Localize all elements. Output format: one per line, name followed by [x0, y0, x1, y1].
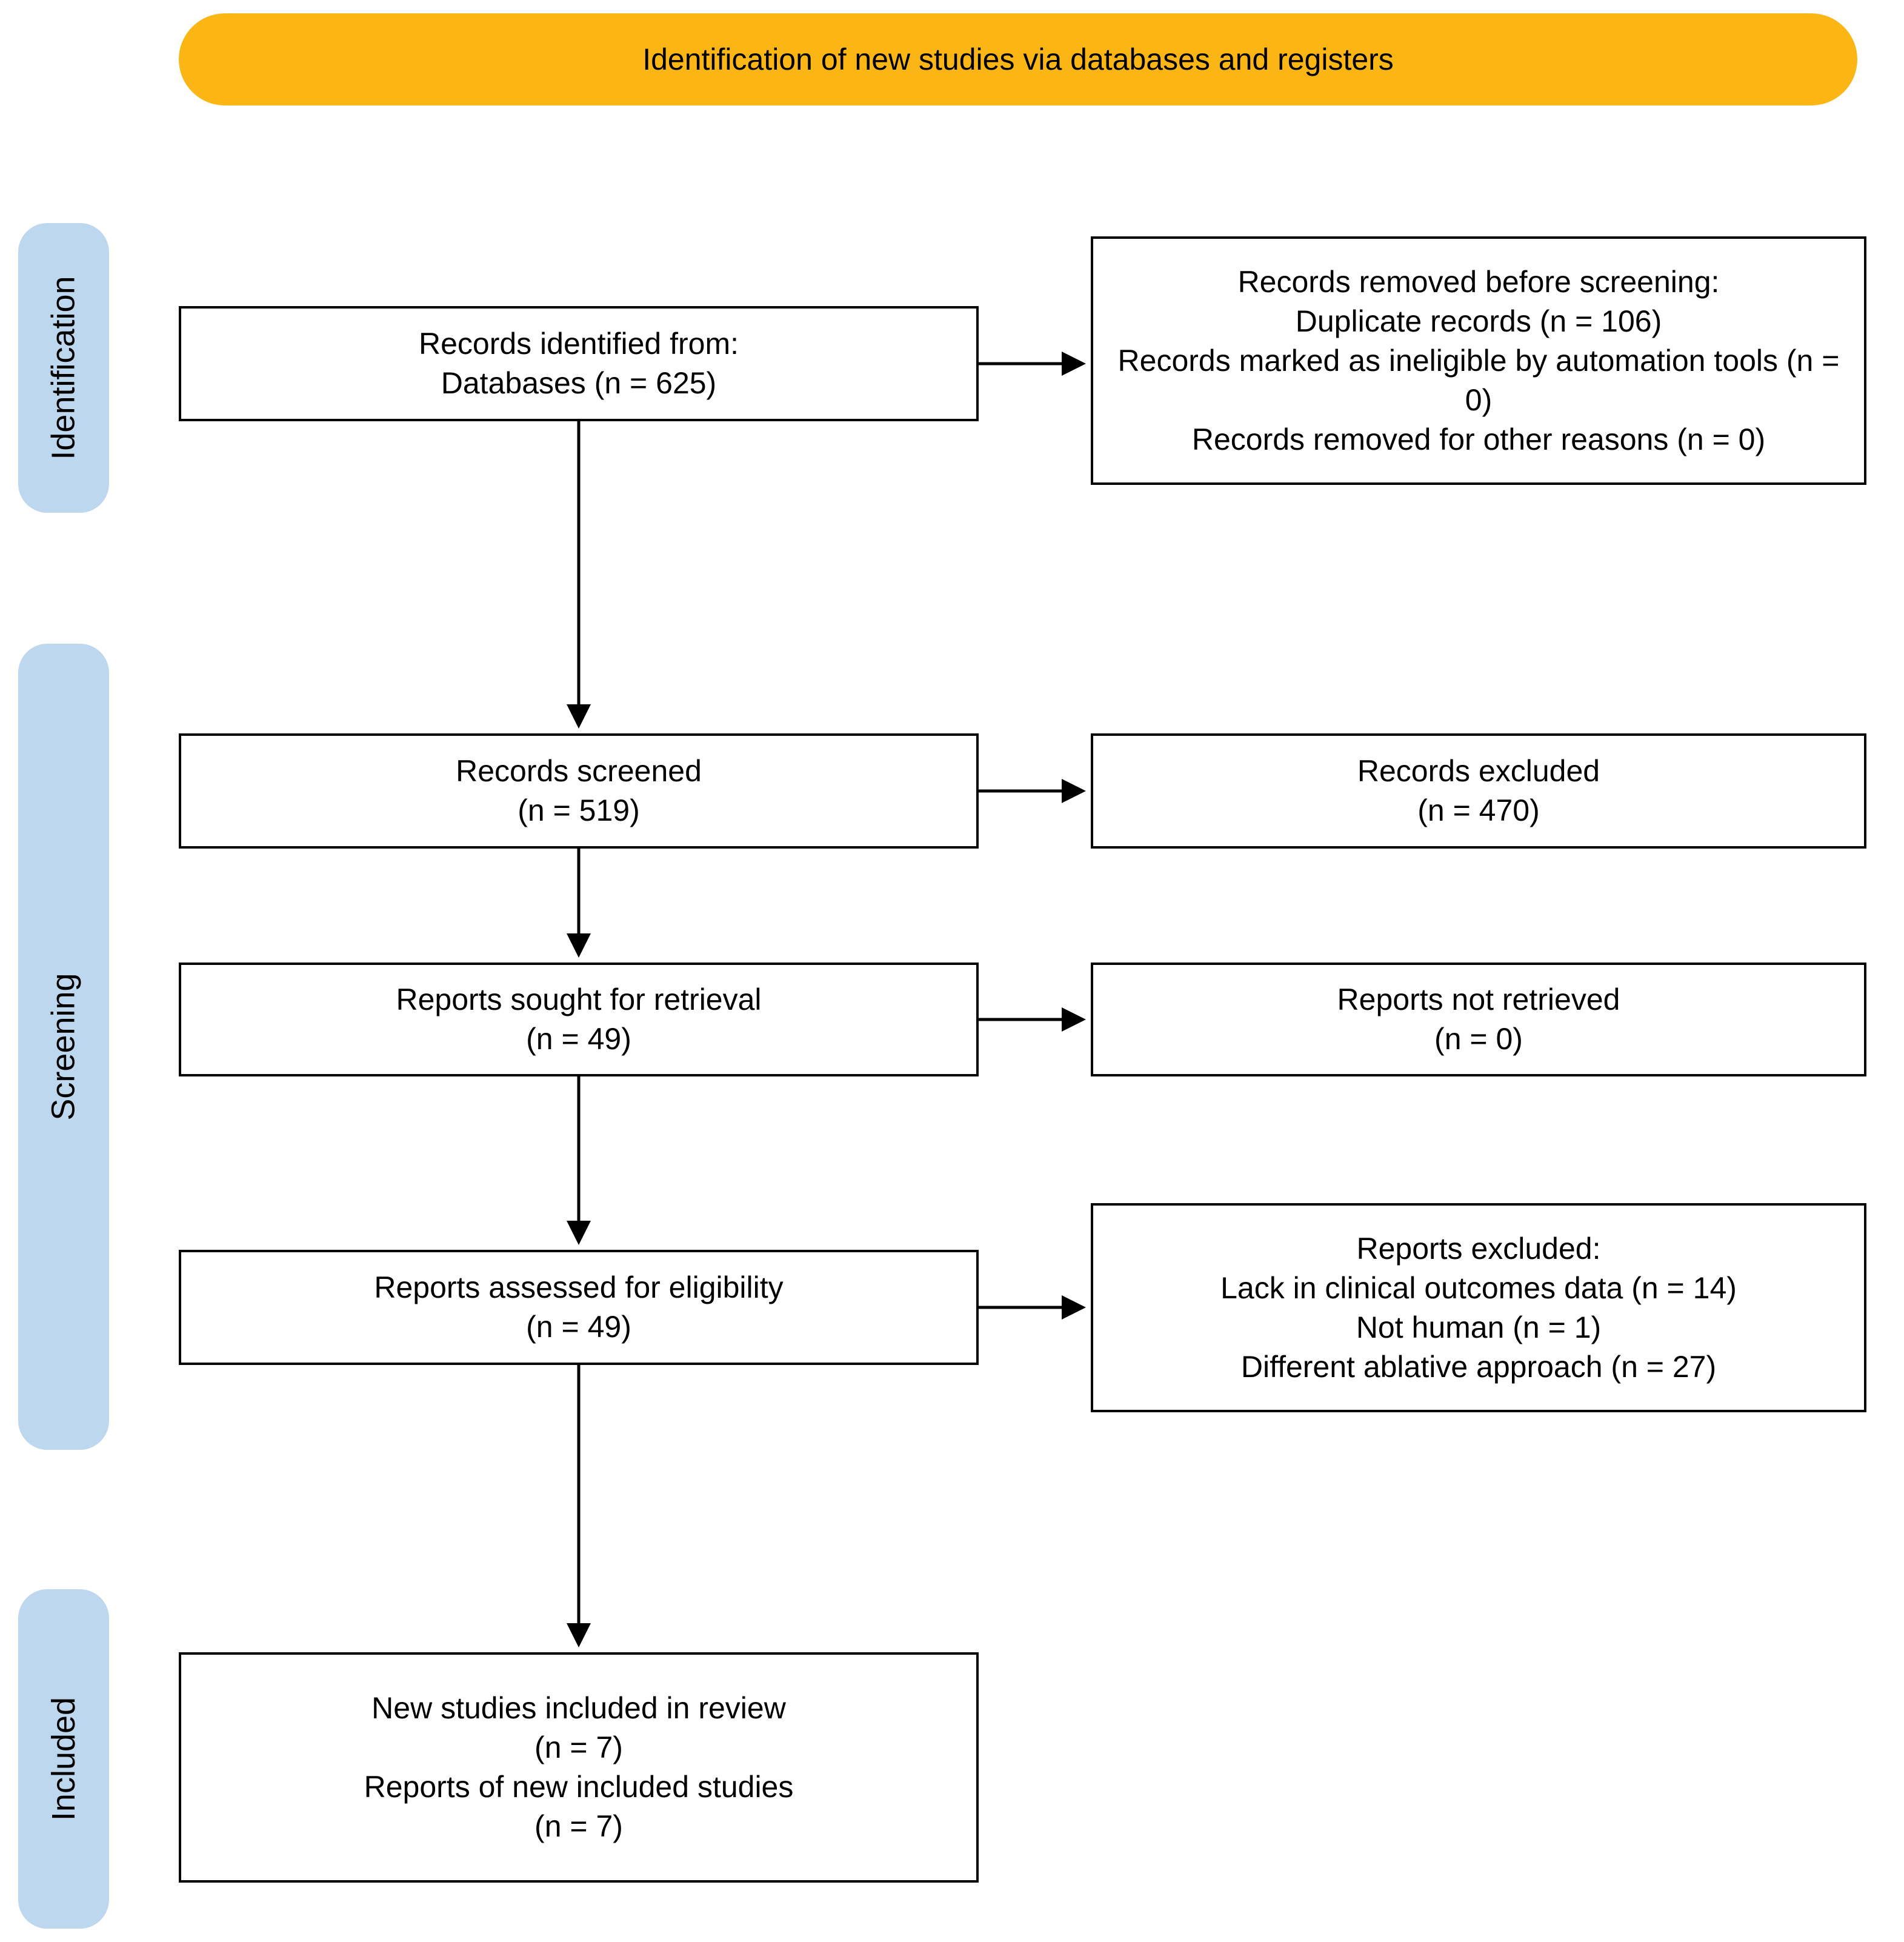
stage-label-identification-text: Identification — [45, 276, 82, 460]
box-reports-excluded-line-4: Different ablative approach (n = 27) — [1240, 1349, 1717, 1384]
stage-label-screening-text: Screening — [45, 973, 82, 1121]
box-records-identified-line-2: Databases (n = 625) — [441, 366, 717, 400]
box-reports-sought-line-2: (n = 49) — [526, 1022, 631, 1056]
stage-label-identification — [18, 223, 109, 513]
box-records-identified — [179, 306, 979, 421]
box-reports-not-retrieved — [1091, 963, 1866, 1076]
box-studies-included-line-2: (n = 7) — [534, 1730, 623, 1764]
box-records-screened-line-1: Records screened — [456, 754, 702, 788]
box-reports-not-retrieved-line-2: (n = 0) — [1434, 1022, 1523, 1056]
box-records-excluded-line-1: Records excluded — [1357, 754, 1600, 788]
box-reports-excluded-line-2: Lack in clinical outcomes data (n = 14) — [1220, 1270, 1737, 1305]
box-studies-included-line-1: New studies included in review — [371, 1691, 786, 1725]
box-reports-assessed — [179, 1250, 979, 1365]
box-records-screened — [179, 733, 979, 849]
box-records-excluded-line-2: (n = 470) — [1417, 793, 1540, 827]
box-records-removed-line-1: Records removed before screening: — [1237, 264, 1720, 299]
box-studies-included — [179, 1652, 979, 1883]
box-reports-assessed-line-1: Reports assessed for eligibility — [374, 1270, 784, 1304]
stage-label-screening — [18, 644, 109, 1450]
box-reports-not-retrieved-line-1: Reports not retrieved — [1337, 983, 1620, 1016]
box-records-removed — [1091, 236, 1866, 485]
box-records-removed-line-2: Duplicate records (n = 106) — [1295, 304, 1662, 338]
box-studies-included-line-4: (n = 7) — [534, 1809, 623, 1843]
box-records-excluded — [1091, 733, 1866, 849]
box-reports-assessed-line-2: (n = 49) — [526, 1310, 631, 1344]
stage-label-included-text: Included — [45, 1697, 82, 1821]
box-reports-excluded-line-1: Reports excluded: — [1356, 1231, 1601, 1266]
banner — [179, 13, 1857, 105]
box-records-screened-line-2: (n = 519) — [518, 793, 640, 827]
box-records-identified-line-1: Records identified from: — [418, 327, 739, 361]
box-reports-sought — [179, 963, 979, 1076]
box-studies-included-line-3: Reports of new included studies — [364, 1770, 794, 1804]
box-reports-excluded-line-3: Not human (n = 1) — [1356, 1310, 1602, 1344]
box-records-removed-line-3: Records marked as ineligible by automation tools (n = 0) — [1117, 343, 1840, 417]
banner-label: Identification of new studies via databases and registers — [642, 42, 1394, 76]
box-reports-sought-line-1: Reports sought for retrieval — [396, 983, 762, 1016]
stage-label-included — [18, 1589, 109, 1929]
box-records-removed-line-4: Records removed for other reasons (n = 0) — [1191, 422, 1766, 456]
box-reports-excluded — [1091, 1203, 1866, 1412]
